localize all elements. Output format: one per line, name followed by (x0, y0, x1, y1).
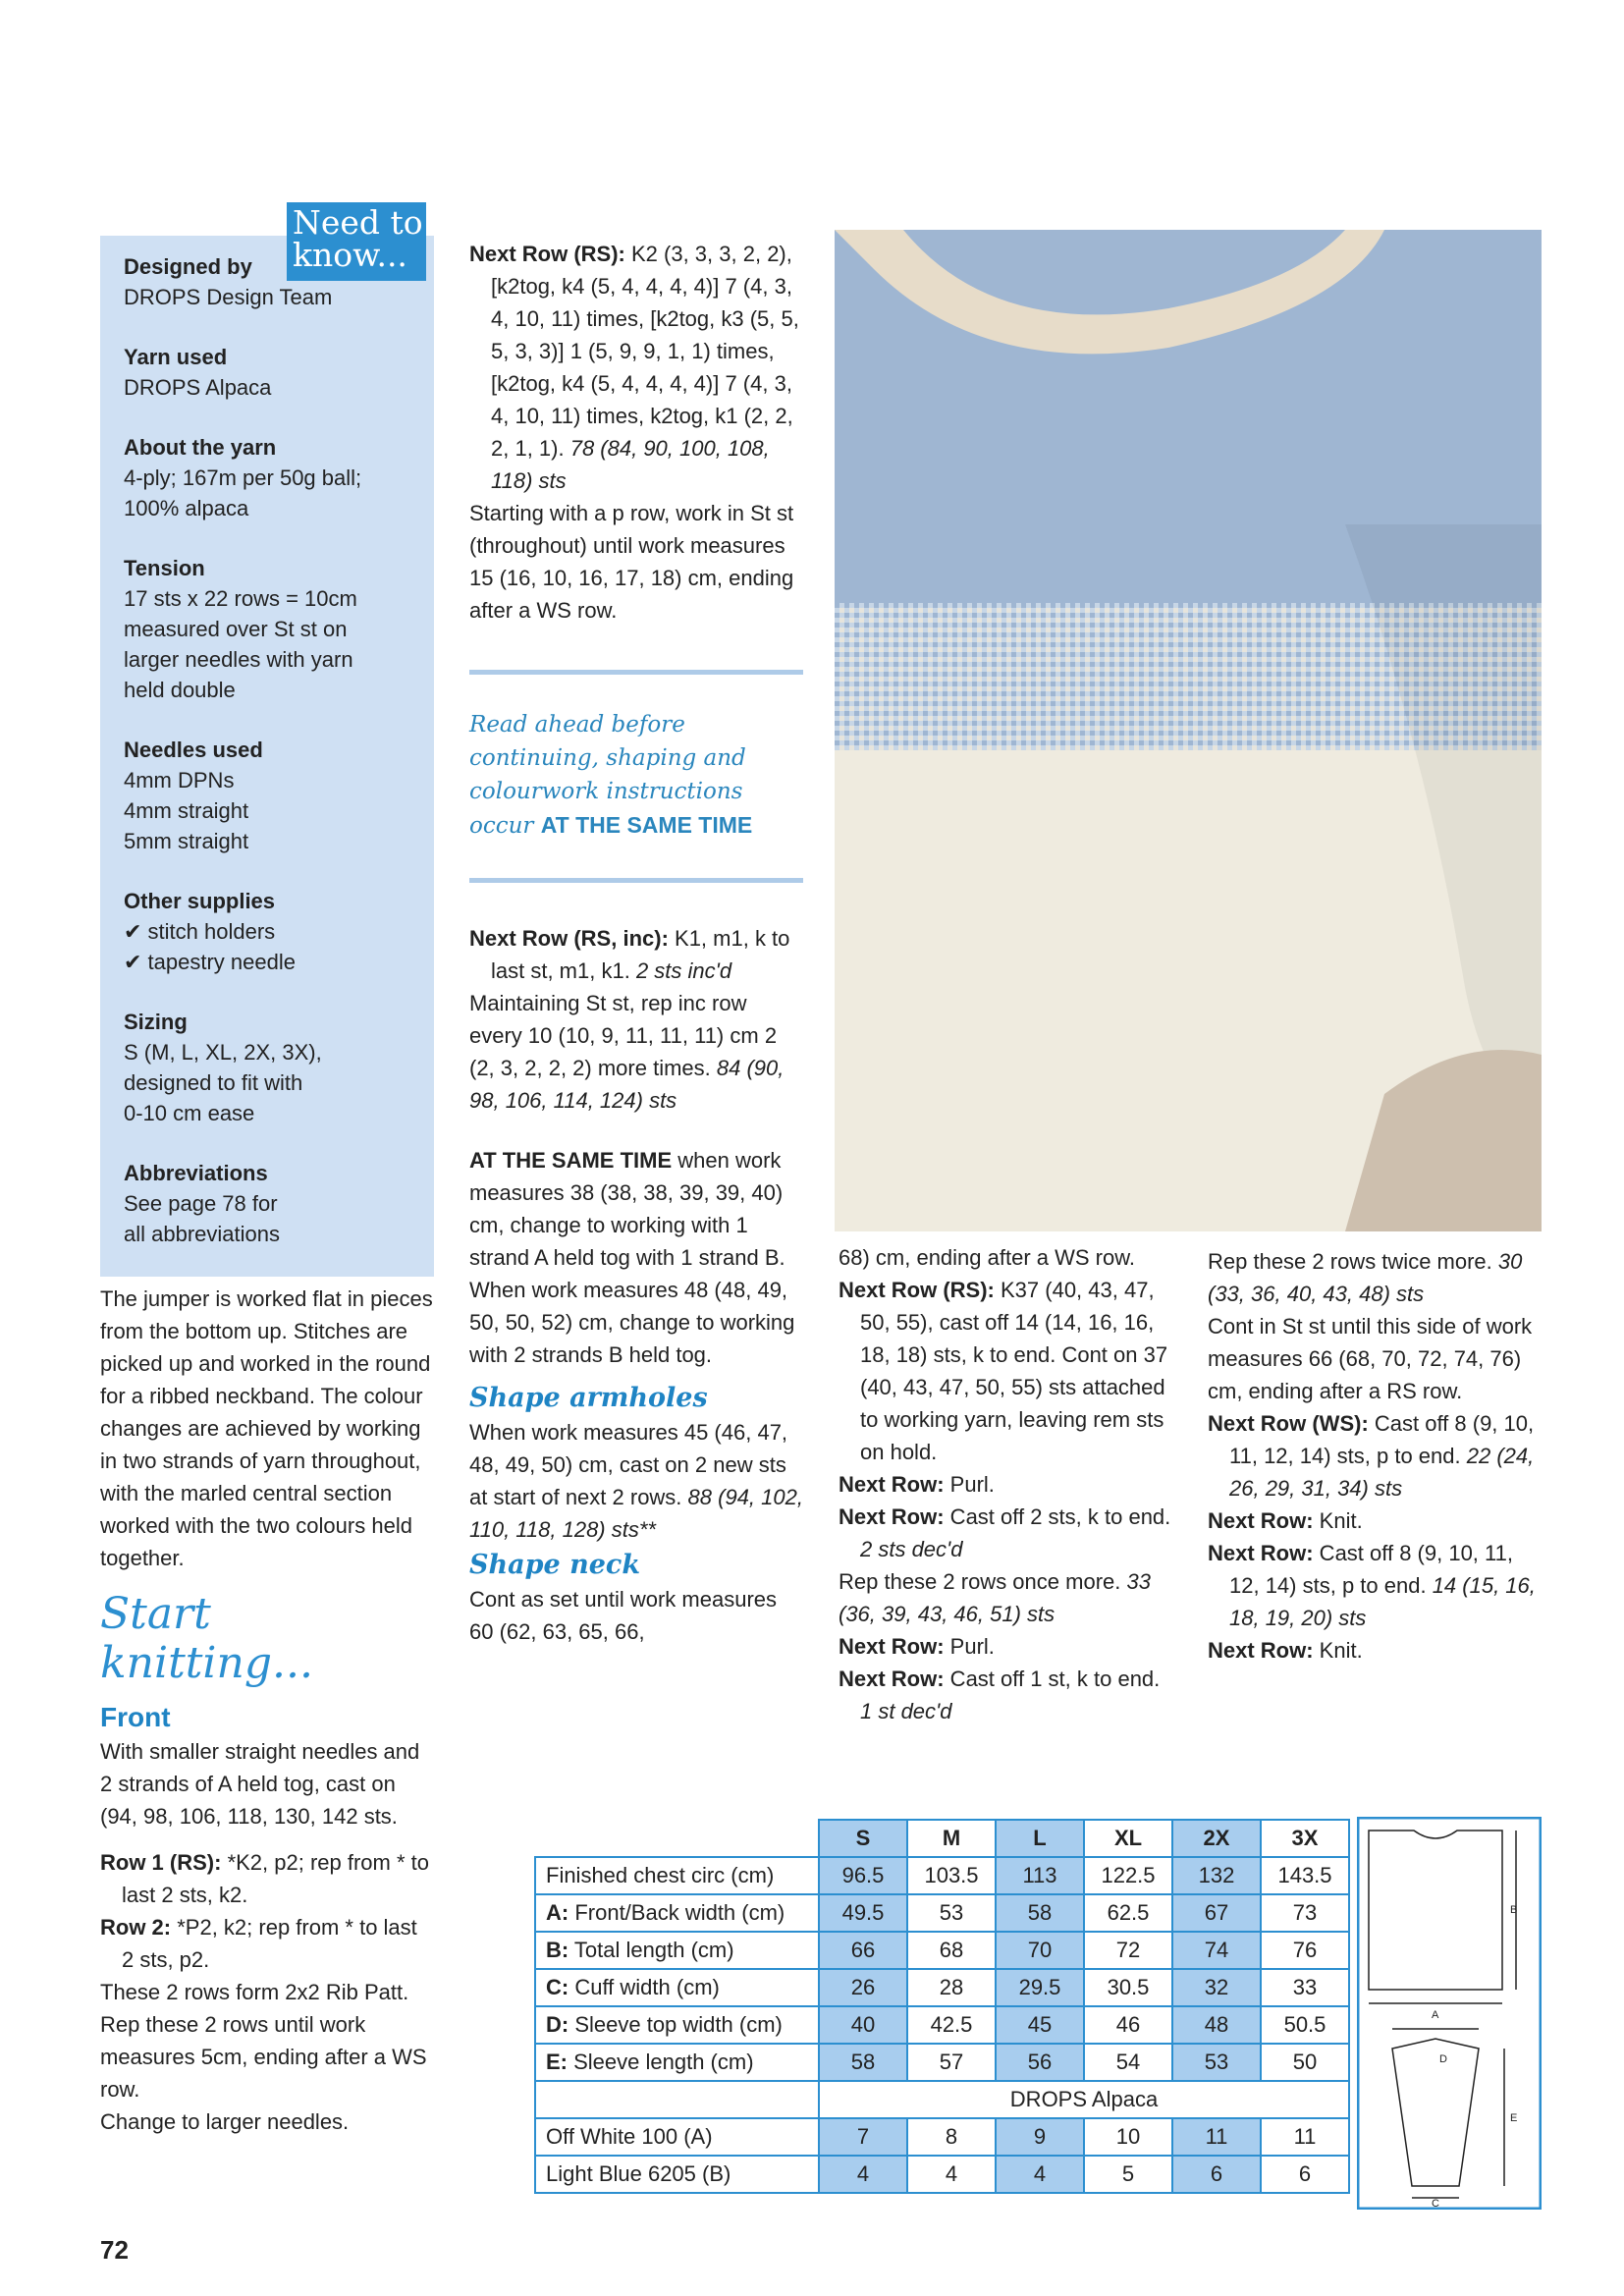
row-label-text: Sleeve top width (cm) (568, 2012, 783, 2037)
decrease-row-instruction: Next Row (RS): K2 (3, 3, 3, 2, 2), [k2tog, k4 (5, 4, 4, 4, 4)] 7 (4, 3, 4, 10, 11) times, [k2tog, k3 (5, 5, 5, 3, 3)] 1 (5, 9, 9, 1, 1) times, [k2tog, k4 (5, 4, 4, 4, 4)] 7 (4, 3, 4, 10, 11) times, k2tog, k1 (2, 2, 2, 1, 1). 78 (84, 90, 100, 108, 118) sts (469, 242, 799, 493)
table-corner (535, 1820, 819, 1857)
sidebar-section (124, 251, 418, 312)
size-table (534, 1819, 1350, 2194)
cast-off-8-row: Next Row: Cast off 8 (9, 10, 11, 12, 14) sts, p to end. 14 (15, 16, 18, 19, 20) sts (1208, 1541, 1536, 1630)
rib-pattern-text: These 2 rows form 2x2 Rib Patt. (100, 1980, 409, 2004)
table-cell: 26 (819, 1969, 907, 2006)
sidebar-heading: Yarn used (124, 345, 228, 369)
table-cell: 32 (1172, 1969, 1261, 2006)
purl-row-1: Next Row: Purl. (839, 1472, 995, 1497)
knit-row-2: Next Row: Knit. (1208, 1638, 1363, 1663)
table-cell: 74 (1172, 1932, 1261, 1969)
sidebar-line: S (M, L, XL, 2X, 3X), (124, 1040, 322, 1065)
colour-change-text: When work measures 48 (48, 49, 50, 50, 52) cm, change to working with 2 strands B held tog. (469, 1278, 795, 1367)
yarn-header-spacer (535, 2081, 819, 2118)
table-cell: 54 (1084, 2044, 1172, 2081)
sidebar-section (124, 886, 418, 977)
row-label (535, 1894, 819, 1932)
sidebar-heading: Sizing (124, 1010, 188, 1034)
yarn-cell: 4 (819, 2156, 907, 2193)
neck-text: Cont as set until work measures 60 (62, 63, 65, 66, (469, 1587, 778, 1644)
shape-armholes-heading: Shape armholes (469, 1383, 708, 1413)
row-label-key: D: (546, 2012, 569, 2037)
sidebar-line: ✔ tapestry needle (124, 950, 296, 974)
table-cell: 28 (907, 1969, 996, 2006)
row-label-key: A: (546, 1900, 569, 1925)
table-cell: 76 (1261, 1932, 1349, 1969)
sidebar-line: 4mm DPNs (124, 768, 235, 793)
armholes-text: When work measures 45 (46, 47, 48, 49, 50) cm, cast on 2 new sts at start of next 2 rows. 88 (94, 102, 110, 118, 128) sts** (469, 1420, 803, 1542)
stocking-stitch-text: Starting with a p row, work in St st (throughout) until work measures 15 (16, 10, 16, 17, 18) cm, ending after a WS row. (469, 501, 794, 623)
table-cell: 40 (819, 2006, 907, 2044)
yarn-row (535, 2156, 1349, 2193)
yarn-cell: 6 (1261, 2156, 1349, 2193)
body-schematic (1369, 1831, 1502, 1990)
page-number: 72 (100, 2235, 129, 2265)
sidebar-line: See page 78 for (124, 1191, 278, 1216)
yarn-cell: 9 (996, 2118, 1084, 2156)
yarn-cell: 10 (1084, 2118, 1172, 2156)
continue-st-text: Cont in St st until this side of work measures 66 (68, 70, 72, 74, 76) cm, ending after a RS row. (1208, 1314, 1533, 1403)
table-row (535, 1857, 1349, 1894)
table-cell: 96.5 (819, 1857, 907, 1894)
divider-bottom (469, 878, 803, 883)
sidebar-line: designed to fit with (124, 1070, 303, 1095)
table-cell: 122.5 (1084, 1857, 1172, 1894)
sidebar-line: DROPS Alpaca (124, 375, 272, 400)
table-cell: 46 (1084, 2006, 1172, 2044)
yarn-cell: 7 (819, 2118, 907, 2156)
table-row (535, 1969, 1349, 2006)
yarn-label: Light Blue 6205 (B) (535, 2156, 819, 2193)
purl-row-2: Next Row: Purl. (839, 1634, 995, 1659)
ws-cast-off-row: Next Row (WS): Cast off 8 (9, 10, 11, 12, 14) sts, p to end. 22 (24, 26, 29, 31, 34) sts (1208, 1411, 1535, 1501)
diagram-label-e: E (1510, 2112, 1518, 2124)
diagram-label-d: D (1439, 2053, 1447, 2065)
sidebar-section (124, 1007, 418, 1128)
sweater-illustration (835, 230, 1542, 1231)
sidebar-content (124, 251, 418, 1279)
continue-text: 68) cm, ending after a WS row. (839, 1245, 1136, 1270)
table-cell: 29.5 (996, 1969, 1084, 2006)
knit-row-1: Next Row: Knit. (1208, 1508, 1363, 1533)
yarn-cell: 8 (907, 2118, 996, 2156)
sidebar-heading: Needles used (124, 738, 263, 762)
need-to-know-title-line1: Need to (293, 203, 423, 242)
size-header: M (907, 1820, 996, 1857)
cast-off-1-row: Next Row: Cast off 1 st, k to end. 1 st dec'd (839, 1667, 1161, 1723)
table-cell: 73 (1261, 1894, 1349, 1932)
sweater-photo (835, 230, 1542, 1231)
row-label (535, 2006, 819, 2044)
cast-off-2-row: Next Row: Cast off 2 sts, k to end. 2 sts dec'd (839, 1504, 1171, 1561)
table-cell: 30.5 (1084, 1969, 1172, 2006)
front-heading: Front (100, 1702, 171, 1732)
row-label-key: B: (546, 1938, 569, 1962)
maintain-text: Maintaining St st, rep inc row every 10 (10, 9, 11, 11, 11) cm 2 (2, 3, 2, 2, 2) more times. 84 (90, 98, 106, 114, 124) sts (469, 991, 785, 1113)
sidebar-line: 4mm straight (124, 798, 249, 823)
table-row (535, 1894, 1349, 1932)
table-cell: 50 (1261, 2044, 1349, 2081)
table-cell: 103.5 (907, 1857, 996, 1894)
table-cell: 68 (907, 1932, 996, 1969)
sidebar-line: larger needles with yarn (124, 647, 353, 672)
neck-castoff-row: Next Row (RS): K37 (40, 43, 47, 50, 55), cast off 14 (14, 16, 16, 18, 18) sts, k to end. Cont on 37 (40, 43, 47, 50, 55) sts attached to working yarn, leaving rem sts on hold. (839, 1278, 1168, 1464)
table-cell: 58 (819, 2044, 907, 2081)
size-header: 3X (1261, 1820, 1349, 1857)
table-cell: 72 (1084, 1932, 1172, 1969)
yarn-cell: 6 (1172, 2156, 1261, 2193)
table-cell: 67 (1172, 1894, 1261, 1932)
row-label (535, 2044, 819, 2081)
sleeve-schematic (1392, 2039, 1479, 2186)
yarn-header: DROPS Alpaca (819, 2081, 1349, 2118)
repeat-twice-text: Rep these 2 rows twice more. 30 (33, 36, 40, 43, 48) sts (1208, 1249, 1523, 1306)
table-row (535, 2044, 1349, 2081)
intro-text: The jumper is worked flat in pieces from the bottom up. Stitches are picked up and worked in the round for a ribbed neckband. The colour changes are achieved by working in two strands of yarn throughout, with the marled central section worked with the two colours held together. (100, 1286, 433, 1570)
increase-row-instruction: Next Row (RS, inc): K1, m1, k to last st, m1, k1. 2 sts inc'd (469, 926, 790, 983)
size-header: XL (1084, 1820, 1172, 1857)
table-cell: 113 (996, 1857, 1084, 1894)
sidebar-line: 4-ply; 167m per 50g ball; (124, 465, 362, 490)
sidebar-line: ✔ stitch holders (124, 919, 276, 944)
table-row (535, 1932, 1349, 1969)
sidebar-line: measured over St st on (124, 617, 348, 641)
row-label-text: Total length (cm) (568, 1938, 734, 1962)
yarn-row (535, 2118, 1349, 2156)
change-needles-text: Change to larger needles. (100, 2109, 350, 2134)
row-label-text: Cuff width (cm) (568, 1975, 720, 1999)
divider-top (469, 670, 803, 675)
table-cell: 49.5 (819, 1894, 907, 1932)
sidebar-line: 0-10 cm ease (124, 1101, 255, 1125)
sidebar-section (124, 735, 418, 856)
table-cell: 143.5 (1261, 1857, 1349, 1894)
sidebar-heading: About the yarn (124, 435, 277, 460)
read-ahead-callout: Read ahead before continuing, shaping and colourwork instructions occur AT THE SAME TIME (469, 712, 753, 839)
sidebar-line: all abbreviations (124, 1222, 280, 1246)
row1-instruction: Row 1 (RS): *K2, p2; rep from * to last 2 sts, k2. (100, 1850, 429, 1907)
column-2 (469, 238, 803, 1648)
table-cell: 50.5 (1261, 2006, 1349, 2044)
rib-repeat-text: Rep these 2 rows until work measures 5cm, ending after a WS row. (100, 2012, 427, 2102)
table-cell: 62.5 (1084, 1894, 1172, 1932)
sidebar-line: 100% alpaca (124, 496, 249, 520)
sidebar-section (124, 1158, 418, 1249)
sidebar-heading: Other supplies (124, 889, 276, 913)
yarn-header-row (535, 2081, 1349, 2118)
table-cell: 33 (1261, 1969, 1349, 2006)
row-label-text: Finished chest circ (cm) (546, 1863, 775, 1887)
diagram-border (1358, 1818, 1541, 2209)
size-header: L (996, 1820, 1084, 1857)
table-cell: 56 (996, 2044, 1084, 2081)
table-cell: 70 (996, 1932, 1084, 1969)
diagram-label-c: C (1432, 2198, 1439, 2210)
shape-neck-heading: Shape neck (469, 1550, 641, 1580)
at-same-time-text: AT THE SAME TIME when work measures 38 (38, 38, 39, 39, 40) cm, change to working with 1 strand A held tog with 1 strand B. (469, 1148, 785, 1270)
size-header-row (535, 1820, 1349, 1857)
front-text: With smaller straight needles and 2 strands of A held tog, cast on (94, 98, 106, 118, 130, 142 sts. (100, 1739, 420, 1829)
schematic-diagram (1357, 1817, 1542, 2210)
sidebar-section (124, 432, 418, 523)
yarn-label: Off White 100 (A) (535, 2118, 819, 2156)
row2-instruction: Row 2: *P2, k2; rep from * to last 2 sts, p2. (100, 1915, 417, 1972)
sidebar-heading: Designed by (124, 254, 252, 279)
row-label-key: E: (546, 2050, 568, 2074)
table-cell: 53 (907, 1894, 996, 1932)
sidebar-heading: Tension (124, 556, 205, 580)
sidebar-heading: Abbreviations (124, 1161, 268, 1185)
table-cell: 132 (1172, 1857, 1261, 1894)
diagram-label-a: A (1432, 2009, 1439, 2021)
row-label (535, 1969, 819, 2006)
table-cell: 42.5 (907, 2006, 996, 2044)
table-cell: 45 (996, 2006, 1084, 2044)
table-row (535, 2006, 1349, 2044)
sidebar-line: 5mm straight (124, 829, 249, 853)
yarn-cell: 4 (996, 2156, 1084, 2193)
column-1 (100, 1283, 434, 2138)
need-to-know-title-line2: know... (293, 236, 407, 274)
row-label (535, 1857, 819, 1894)
yarn-cell: 11 (1172, 2118, 1261, 2156)
table-cell: 53 (1172, 2044, 1261, 2081)
sidebar-line: held double (124, 678, 236, 702)
yarn-cell: 4 (907, 2156, 996, 2193)
sidebar-section (124, 342, 418, 403)
start-knitting-heading: Start knitting... (100, 1589, 313, 1688)
sidebar-section (124, 553, 418, 705)
column-3 (839, 1241, 1172, 1727)
row-label-text: Sleeve length (cm) (568, 2050, 754, 2074)
diagram-label-b: B (1510, 1904, 1518, 1916)
table-cell: 58 (996, 1894, 1084, 1932)
yarn-cell: 5 (1084, 2156, 1172, 2193)
column-4 (1208, 1245, 1546, 1667)
table-cell: 48 (1172, 2006, 1261, 2044)
size-header: S (819, 1820, 907, 1857)
row-label-text: Front/Back width (cm) (568, 1900, 785, 1925)
sidebar-line: 17 sts x 22 rows = 10cm (124, 586, 357, 611)
row-label-key: C: (546, 1975, 569, 1999)
yarn-cell: 11 (1261, 2118, 1349, 2156)
sidebar-line: DROPS Design Team (124, 285, 333, 309)
row-label (535, 1932, 819, 1969)
table-cell: 66 (819, 1932, 907, 1969)
repeat-once-text: Rep these 2 rows once more. 33 (36, 39, 43, 46, 51) sts (839, 1569, 1151, 1626)
table-cell: 57 (907, 2044, 996, 2081)
size-header: 2X (1172, 1820, 1261, 1857)
